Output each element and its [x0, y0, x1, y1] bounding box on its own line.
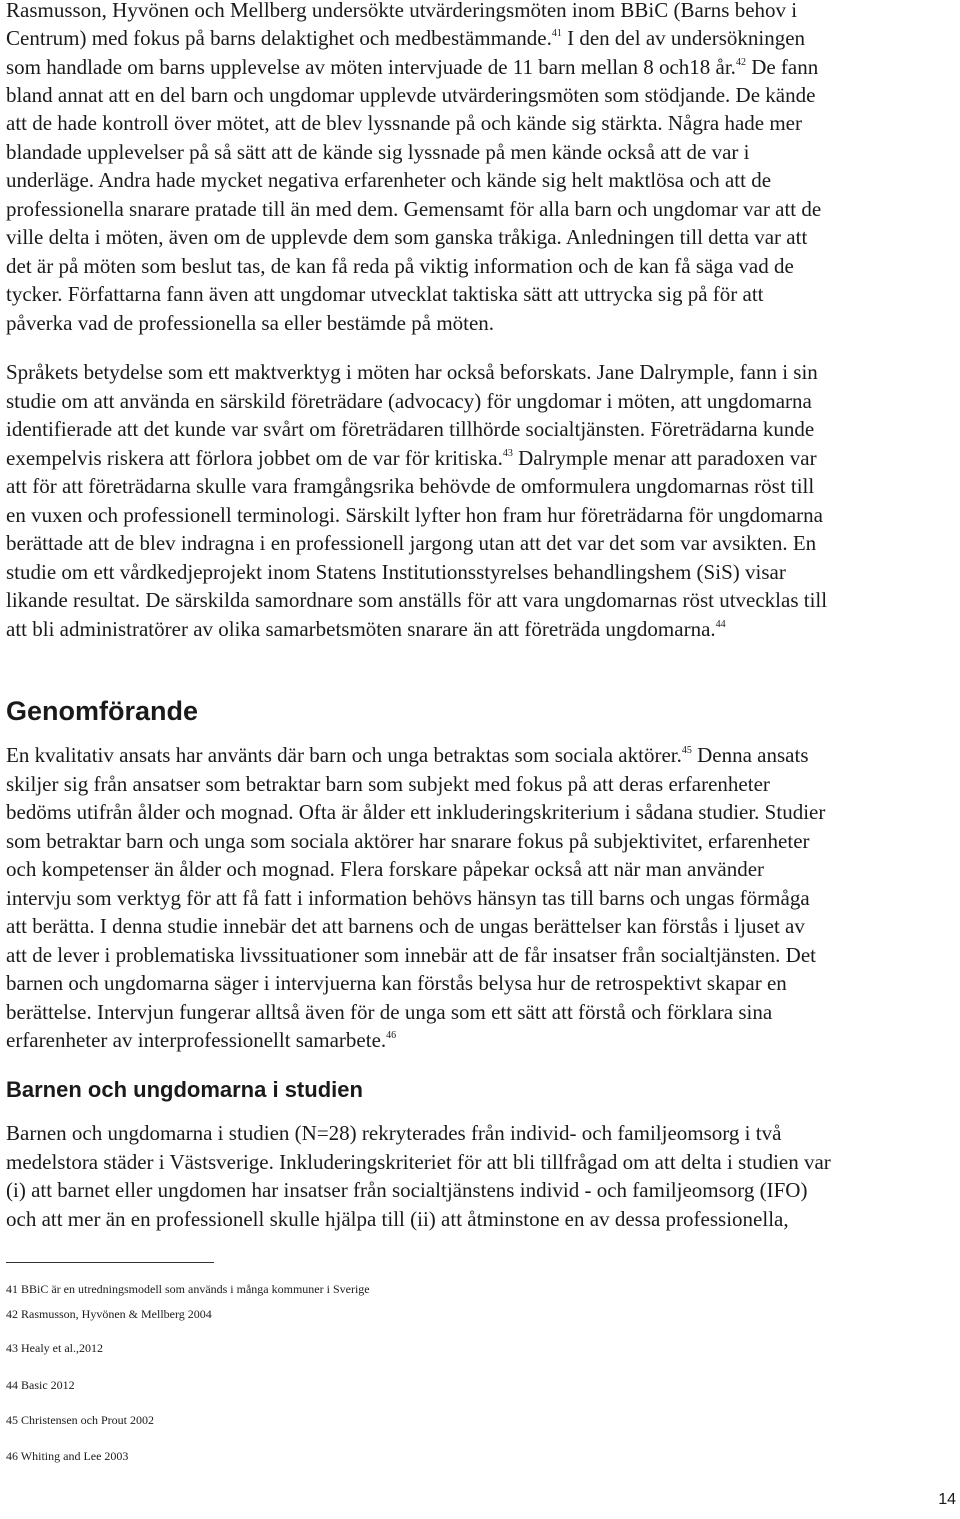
page-number: 14	[938, 1491, 956, 1508]
text-line: exempelvis riskera att förlora jobbet om de var för kritiska.$^{43}$ Dalrymple menar att paradoxen var	[6, 446, 817, 470]
text-line: det är på möten som beslut tas, de kan få reda på viktig information och de kan få säga vad de	[6, 254, 794, 278]
text-line: och att mer än en professionell skulle hjälpa till (ii) att åtminstone en av dessa professionella,	[6, 1207, 789, 1231]
text-line: att de lever i problematiska livssituationer som innebär att de får insatser från socialtjänsten. Det	[6, 943, 816, 967]
footnote-44: 44 Basic 2012	[6, 1378, 75, 1392]
text-line: berättelse. Intervjun fungerar alltså även för de unga som ett sätt att förstå och förklara sina	[6, 1000, 773, 1024]
footnote-ref-41[interactable]: 41	[551, 28, 562, 39]
footnote-41: 41 BBiC är en utredningsmodell som används i många kommuner i Sverige	[6, 1282, 370, 1296]
text-line: professionella snarare pratade till än med dem. Gemensamt för alla barn och ungdomar var att de	[6, 197, 822, 221]
text-line: bland annat att en del barn och ungdomar upplevde utvärderingsmöten som stödjande. De kände	[6, 83, 816, 107]
text-line: erfarenheter av interprofessionellt samarbete.$^{46}$	[6, 1028, 397, 1052]
text-line: Språkets betydelse som ett maktverktyg i möten har också beforskats. Jane Dalrymple, fann i sin	[6, 360, 818, 384]
text-line: att de hade kontroll över mötet, att de blev lyssnande på och kände sig stärkta. Några hade mer	[6, 111, 802, 135]
text-line: som handlade om barns upplevelse av möten intervjuade de 11 barn mellan 8 och18 år.$^{42}$ De fann	[6, 55, 819, 79]
text-line: medelstora städer i Västsverige. Inkluderingskriteriet för att bli tillfrågad om att delta i studien var	[6, 1150, 831, 1174]
text-line: studie om att använda en särskild företrädare (advocacy) för ungdomar i möten, att ungdomarna	[6, 389, 812, 413]
text-line: identifierade att det kunde var svårt om företrädaren tillhörde socialtjänsten. Företrädarna kunde	[6, 417, 815, 441]
footnote-46: 46 Whiting and Lee 2003	[6, 1449, 129, 1463]
footnote-separator	[6, 1262, 214, 1263]
text-line: Rasmusson, Hyvönen och Mellberg undersökte utvärderingsmöten inom BBiC (Barns behov i	[6, 0, 798, 22]
footnote-42: 42 Rasmusson, Hyvönen & Mellberg 2004	[6, 1307, 212, 1321]
text-line: Barnen och ungdomarna i studien (N=28) rekryterades från individ- och familjeomsorg i två	[6, 1121, 782, 1145]
text-line: som betraktar barn och unga som sociala aktörer har snarare fokus på subjektivitet, erfarenheter	[6, 829, 810, 853]
footnote-45: 45 Christensen och Prout 2002	[6, 1413, 154, 1427]
text-line: bedöms utifrån ålder och mognad. Ofta är ålder ett inkluderingskriterium i sådana studier. Studier	[6, 800, 826, 824]
text-line: (i) att barnet eller ungdomen har insatser från socialtjänstens individ - och familjeomsorg (IFO)	[6, 1178, 808, 1202]
footnote-ref-45[interactable]: 45	[681, 745, 692, 756]
text-line: En kvalitativ ansats har använts där barn och unga betraktas som sociala aktörer.$^{45}$ Denna ansats	[6, 743, 809, 767]
text-line: ville delta i möten, även om de upplevde dem som ganska tråkiga. Anledningen till detta var att	[6, 225, 808, 249]
text-line: likande resultat. De särskilda samordnare som anställs för att vara ungdomarnas röst utvecklas till	[6, 588, 828, 612]
section-heading: Genomförande	[6, 696, 199, 726]
text-line: berättade att de blev indragna i en professionell jargong utan att det var det som var avsikten. En	[6, 531, 817, 555]
text-line: studie om ett vårdkedjeprojekt inom Statens Institutionsstyrelses behandlingshem (SiS) visar	[6, 560, 786, 584]
text-line: påverka vad de professionella sa eller bestämde på möten.	[6, 311, 495, 335]
text-line: att för att företrädarna skulle vara framgångsrika behövde de omformulera ungdomarnas röst till	[6, 474, 815, 498]
text-line: och kompetenser än ålder och mognad. Flera forskare påpekar också att när man använder	[6, 857, 765, 881]
footnote-43: 43 Healy et al.,2012	[6, 1341, 103, 1355]
text-line: Centrum) med fokus på barns delaktighet och medbestämmande.$^{41}$ I den del av undersökningen	[6, 26, 806, 50]
text-line: tycker. Författarna fann även att ungdomar utvecklat taktiska sätt att uttrycka sig på för att	[6, 282, 764, 306]
footnote-ref-42[interactable]: 42	[735, 57, 746, 68]
text-line: en vuxen och professionell terminologi. Särskilt lyfter hon fram hur företrädarna för ungdomarna	[6, 503, 824, 527]
footnote-ref-43[interactable]: 43	[502, 448, 513, 459]
text-line: underläge. Andra hade mycket negativa erfarenheter och kände sig helt maktlösa och att de	[6, 168, 772, 192]
subsection-heading: Barnen och ungdomarna i studien	[6, 1077, 363, 1102]
text-line: blandade upplevelser på så sätt att de kände sig lyssnade på men kände också att de var i	[6, 140, 750, 164]
text-line: barnen och ungdomarna säger i intervjuerna kan förstås belysa hur de retrospektivt skapar en	[6, 971, 787, 995]
footnote-ref-44[interactable]: 44	[715, 619, 726, 630]
text-line: skiljer sig från ansatser som betraktar barn som subjekt med fokus på att deras erfarenheter	[6, 772, 770, 796]
text-line: att berätta. I denna studie innebär det att barnens och de ungas berättelser kan förstås i ljuset av	[6, 914, 805, 938]
text-line: att bli administratörer av olika samarbetsmöten snarare än att företräda ungdomarna.$^{44}$	[6, 617, 726, 641]
footnote-ref-46[interactable]: 46	[386, 1030, 397, 1041]
text-line: intervju som verktyg för att få fatt i information behövs hänsyn tas till barns och ungas förmåga	[6, 886, 810, 910]
